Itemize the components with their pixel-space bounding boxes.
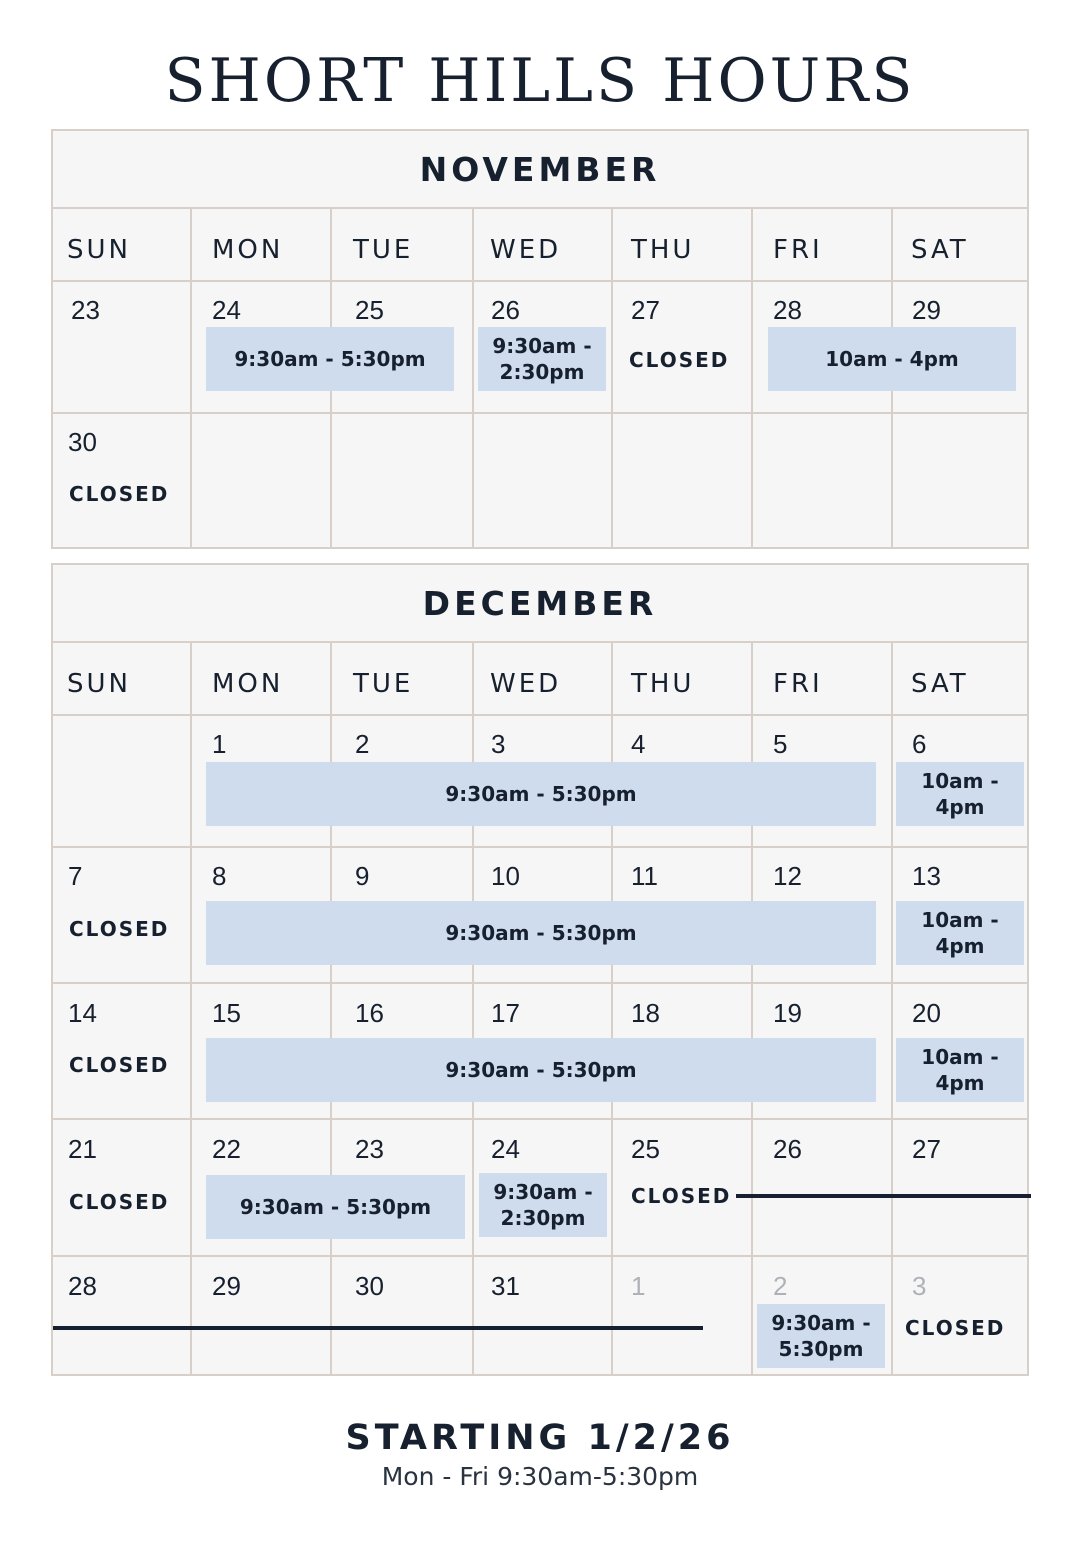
day-number: 24 <box>212 295 241 325</box>
grid-line <box>472 643 474 1374</box>
day-number: 9 <box>355 861 370 891</box>
grid-line <box>190 643 192 1374</box>
grid-line <box>53 1255 1027 1257</box>
grid-line <box>611 209 613 547</box>
day-number: 11 <box>631 861 658 891</box>
hours-line: 4pm <box>935 934 985 958</box>
hours-bar <box>896 1038 1024 1102</box>
hours-line: 4pm <box>935 1071 985 1095</box>
day-number: 24 <box>491 1134 520 1164</box>
hours-line: 9:30am - <box>493 1180 593 1204</box>
day-number: 3 <box>912 1271 927 1301</box>
day-number: 22 <box>212 1134 241 1164</box>
hours-line: 10am - <box>921 1045 999 1069</box>
hours-bar <box>896 901 1024 965</box>
closed-label: CLOSED <box>69 482 170 506</box>
grid-line <box>472 209 474 547</box>
hours-bar <box>896 762 1024 826</box>
day-number: 7 <box>68 861 83 891</box>
grid-line <box>611 643 613 1374</box>
closed-label: CLOSED <box>69 1053 170 1077</box>
grid-line <box>53 714 1027 716</box>
hours-bar <box>479 1173 607 1237</box>
grid-line <box>53 280 1027 282</box>
day-number: 25 <box>355 295 384 325</box>
weekday-thu: THU <box>631 669 695 699</box>
day-number: 1 <box>212 729 227 759</box>
weekday-wed: WED <box>490 669 562 699</box>
day-number: 26 <box>491 295 520 325</box>
december-calendar <box>51 563 1029 1376</box>
day-number: 28 <box>68 1271 97 1301</box>
day-number: 30 <box>355 1271 384 1301</box>
day-number: 12 <box>773 861 802 891</box>
day-number: 13 <box>912 861 941 891</box>
hours-bar: 9:30am - 5:30pm <box>206 901 876 965</box>
day-number: 10 <box>491 861 520 891</box>
footer-title: STARTING 1/2/26 <box>345 1418 735 1458</box>
day-number: 27 <box>912 1134 941 1164</box>
grid-line <box>190 209 192 547</box>
day-number: 23 <box>71 295 100 325</box>
day-number: 18 <box>631 998 660 1028</box>
day-number: 3 <box>491 729 506 759</box>
day-number: 17 <box>491 998 520 1028</box>
month-title: NOVEMBER <box>53 131 1027 209</box>
hours-line: 9:30am - <box>492 334 592 358</box>
hours-line: 10am - <box>921 769 999 793</box>
hours-bar: 10am - 4pm <box>768 327 1016 391</box>
day-number: 6 <box>912 729 927 759</box>
day-number: 25 <box>631 1134 660 1164</box>
weekday-mon: MON <box>212 669 284 699</box>
grid-line <box>751 643 753 1374</box>
weekday-wed: WED <box>490 235 562 265</box>
weekday-mon: MON <box>212 235 284 265</box>
hours-bar <box>757 1304 885 1368</box>
weekday-sat: SAT <box>911 669 969 699</box>
hours-line: 10am - <box>921 908 999 932</box>
day-number: 1 <box>631 1271 646 1301</box>
closed-label: CLOSED <box>69 1190 170 1214</box>
weekday-thu: THU <box>631 235 695 265</box>
grid-line <box>330 643 332 1374</box>
hours-bar: 9:30am - 5:30pm <box>206 1038 876 1102</box>
grid-line <box>53 1118 1027 1120</box>
day-number: 15 <box>212 998 241 1028</box>
day-number: 4 <box>631 729 646 759</box>
day-number: 2 <box>773 1271 788 1301</box>
weekday-tue: TUE <box>353 669 414 699</box>
hours-bar: 9:30am - 5:30pm <box>206 1175 465 1239</box>
grid-line <box>53 846 1027 848</box>
day-number: 23 <box>355 1134 384 1164</box>
day-number: 21 <box>68 1134 97 1164</box>
day-number: 30 <box>68 427 97 457</box>
weekday-tue: TUE <box>353 235 414 265</box>
weekday-fri: FRI <box>773 669 823 699</box>
hours-bar: 9:30am - 5:30pm <box>206 327 454 391</box>
footer-subtitle: Mon - Fri 9:30am-5:30pm <box>381 1462 699 1491</box>
day-number: 27 <box>631 295 660 325</box>
day-number: 14 <box>68 998 97 1028</box>
month-title: DECEMBER <box>53 565 1027 643</box>
day-number: 20 <box>912 998 941 1028</box>
day-number: 29 <box>912 295 941 325</box>
closed-label: CLOSED <box>629 348 730 372</box>
day-number: 2 <box>355 729 370 759</box>
weekday-sat: SAT <box>911 235 969 265</box>
day-number: 31 <box>491 1271 520 1301</box>
grid-line <box>891 643 893 1374</box>
closed-label: CLOSED <box>69 917 170 941</box>
grid-line <box>53 982 1027 984</box>
day-number: 29 <box>212 1271 241 1301</box>
closed-label: CLOSED <box>631 1184 732 1208</box>
grid-line <box>751 209 753 547</box>
page-title: SHORT HILLS HOURS <box>164 46 916 116</box>
hours-line: 5:30pm <box>778 1337 864 1361</box>
day-number: 8 <box>212 861 227 891</box>
day-number: 19 <box>773 998 802 1028</box>
november-calendar <box>51 129 1029 549</box>
closed-strike-line <box>736 1194 1031 1198</box>
hours-line: 9:30am - <box>771 1311 871 1335</box>
day-number: 5 <box>773 729 788 759</box>
hours-bar: 9:30am - 5:30pm <box>206 762 876 826</box>
closed-label: CLOSED <box>905 1316 1006 1340</box>
hours-line: 2:30pm <box>499 360 585 384</box>
day-number: 16 <box>355 998 384 1028</box>
hours-line: 2:30pm <box>500 1206 586 1230</box>
day-number: 26 <box>773 1134 802 1164</box>
day-number: 28 <box>773 295 802 325</box>
weekday-fri: FRI <box>773 235 823 265</box>
hours-line: 4pm <box>935 795 985 819</box>
hours-bar <box>478 327 606 391</box>
closed-strike-line <box>53 1326 703 1330</box>
weekday-sun: SUN <box>67 669 131 699</box>
weekday-sun: SUN <box>67 235 131 265</box>
grid-line <box>53 412 1027 414</box>
